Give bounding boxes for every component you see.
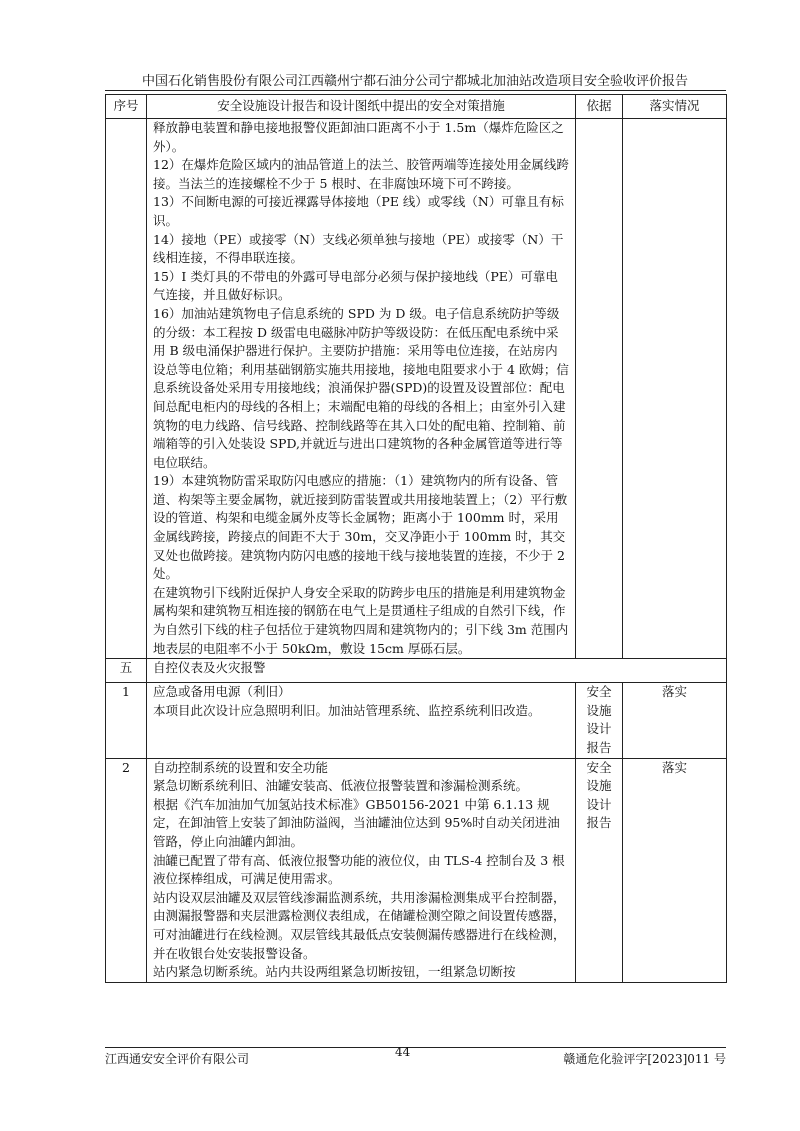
footer-report-number: 赣通危化验评字[2023]011 号 xyxy=(563,1052,726,1066)
footer-company: 江西通安安全评价有限公司 xyxy=(105,1052,250,1066)
safety-measures-table xyxy=(105,94,727,983)
measure-text: 应急或备用电源（利旧） xyxy=(153,684,291,700)
measure-text: 12）在爆炸危险区域内的油品管道上的法兰、胶管两端等连接处用金属线跨接。当法兰的连接螺栓不少于 5 根时、在非腐蚀环境下可不跨接。 xyxy=(153,157,569,191)
header-basis: 依据 xyxy=(576,95,623,119)
row-status: 落实 xyxy=(623,683,727,758)
row-status: 落实 xyxy=(623,758,727,982)
page-number: 44 xyxy=(395,1045,411,1059)
report-title: 中国石化销售股份有限公司江西赣州宁都石油分公司宁都城北加油站改造项目安全验收评价报告 xyxy=(141,74,688,89)
section-no: 五 xyxy=(106,659,147,683)
measure-text: 19）本建筑物防雷采取防闪电感应的措施：（1）建筑物内的所有设备、管道、构架等主要金属物，就近接到防雷装置或共用接地装置上；（2）平行敷设的管道、构架和电缆金属外皮等长金属物；距离小于 100mm 时，采用金属线跨接，跨接点的间距不大于 30m，交叉净距小于 100mm 时，其交叉处也做跨接。建筑物内防闪电感的接地干线与接地装置的连接，不少于 2 处。 xyxy=(153,473,568,582)
measure-text: 站内紧急切断系统。站内共设两组紧急切断按钮，一组紧急切断按 xyxy=(153,964,516,980)
measure-text: 紧急切断系统利旧、油罐安装高、低液位报警装置和渗漏检测系统。 xyxy=(153,778,529,794)
row-basis: 安全设施设计报告 xyxy=(576,683,623,758)
measure-text: 释放静电装置和静电接地报警仪距卸油口距离不小于 1.5m（爆炸危险区之外）。 xyxy=(153,120,564,154)
header-measure: 安全设施设计报告和设计图纸中提出的安全对策措施 xyxy=(147,95,576,119)
cell-status xyxy=(623,119,727,659)
table-row xyxy=(106,683,727,758)
measure-text: 16）加油站建筑物电子信息系统的 SPD 为 D 级。电子信息系统防护等级的分级：本工程按 D 级雷电电磁脉冲防护等级设防：在低压配电系统中采用 B 级电涌保护器进行保护。主要防护措施：采用等电位连接，在站房内设总等电位箱；利用基础钢筋实施共用接地，接地电阻要求小于 4 欧姆；信息系统设备处采用专用接地线；浪涌保护器(SPD)的设置及设置部位：配电间总配电柜内的母线的各相上；末端配电箱的母线的各相上；由室外引入建筑物的电力线路、信号线路、控制线路等在其入口处的配电箱、控制箱、前端箱等的引入处装设 SPD,并就近与进出口建筑物的各种金属管道等进行等电位联结。 xyxy=(153,305,569,470)
measure-text: 本项目此次设计应急照明利旧。加油站管理系统、监控系统利旧改造。 xyxy=(153,702,541,718)
row-basis: 安全设施设计报告 xyxy=(576,758,623,982)
row-measure xyxy=(147,758,576,982)
header-no: 序号 xyxy=(106,95,147,119)
measure-text: 15）I 类灯具的不带电的外露可导电部分必须与保护接地线（PE）可靠电气连接，并且做好标识。 xyxy=(153,268,558,303)
cell-measure xyxy=(147,119,576,659)
footer-divider xyxy=(105,1047,726,1048)
table-header-row xyxy=(106,95,727,119)
row-measure xyxy=(147,683,576,758)
table-row-continued xyxy=(106,119,727,659)
header-status: 落实情况 xyxy=(623,95,727,119)
measure-text: 站内设双层油罐及双层管线渗漏监测系统，共用渗漏检测集成平台控制器，由测漏报警器和夹层泄露检测仪表组成，在储罐检测空隙之间设置传感器，可对油罐进行在线检测。双层管线其最低点安装侧漏传感器进行在线检测，并在收银台处安装报警设备。 xyxy=(153,889,566,961)
measure-text: 13）不间断电源的可接近裸露导体接地（PE 线）或零线（N）可靠且有标识。 xyxy=(153,194,564,228)
row-no: 2 xyxy=(106,758,147,982)
cell-no xyxy=(106,119,147,659)
cell-basis xyxy=(576,119,623,659)
table-section-row xyxy=(106,659,727,683)
section-title: 自控仪表及火灾报警 xyxy=(147,659,727,683)
header-divider xyxy=(105,90,726,91)
measure-text: 14）接地（PE）或接零（N）支线必须单独与接地（PE）或接零（N）干线相连接，不得串联连接。 xyxy=(153,231,564,266)
measure-text: 油罐已配置了带有高、低液位报警功能的液位仪，由 TLS-4 控制台及 3 根液位探棒组成，可满足使用需求。 xyxy=(153,852,565,887)
measure-text: 自动控制系统的设置和安全功能 xyxy=(153,759,329,775)
measure-text: 根据《汽车加油加气加氢站技术标准》GB50156-2021 中第 6.1.13 规定，在卸油管上安装了卸油防溢阀，当油罐油位达到 95%时自动关闭进油管路，停止向油罐内卸油。 xyxy=(153,796,560,849)
row-no: 1 xyxy=(106,683,147,758)
measure-text: 在建筑物引下线附近保护人身安全采取的防跨步电压的措施是利用建筑物金属构架和建筑物互相连接的钢筋在电气上是贯通柱子组成的自然引下线，作为自然引下线的柱子包括位于建筑物四周和建筑物内的；引下线 3m 范围内地表层的电阻率不小于 50kΩm，敷设 15cm 厚砾石层。 xyxy=(153,584,569,656)
table-row xyxy=(106,758,727,982)
